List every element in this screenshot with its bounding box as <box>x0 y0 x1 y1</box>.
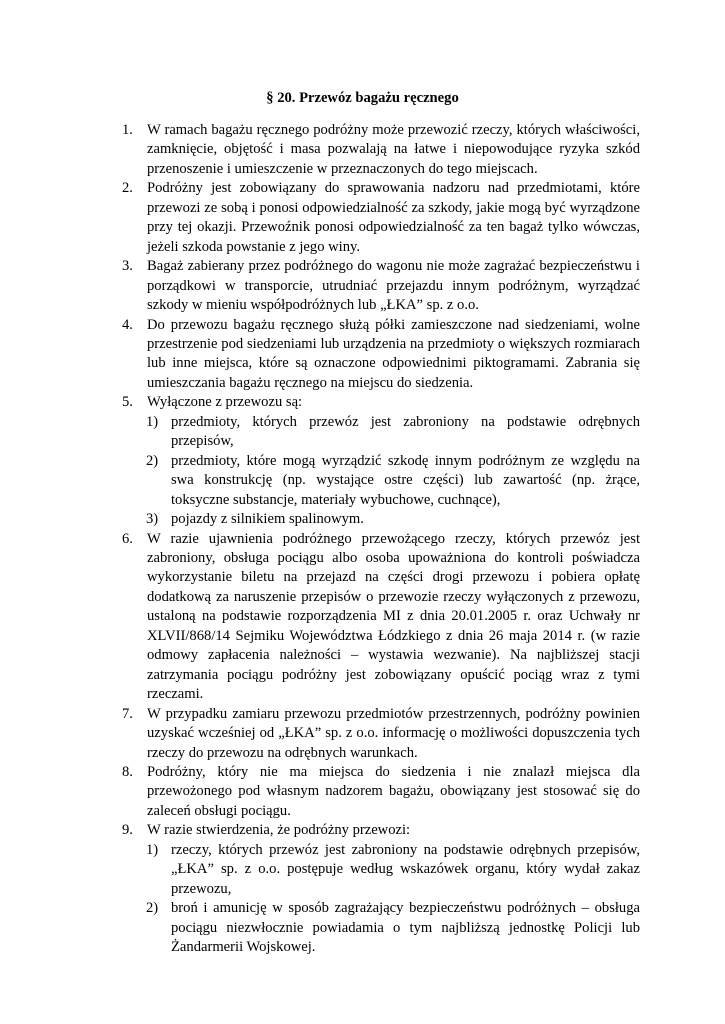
sub-list-item-text: pojazdy z silnikiem spalinowym. <box>171 511 364 528</box>
list-item-number: 6. <box>122 530 133 547</box>
list-item-text: W razie stwierdzenia, że podróżny przewozi: <box>147 822 411 839</box>
list-item-number: 4. <box>122 316 133 333</box>
list-item-text: W razie ujawnienia podróżnego przewożącego rzeczy, których przewóz jest zabroniony, obsługa pociągu albo osoba upoważniona do kontroli poświadcza wykorzystanie biletu na przejazd na części drogi przewozu i pobiera opłatę dodatkową za naruszenie przepisów o przewozie rzeczy wyłączonych z przewozu, ustaloną na podstawie rozporządzenia MI z dnia 20.01.2005 r. oraz Uchwały nr XLVII/868/14 Sejmiku Województwa Łódzkiego z dnia 26 maja 2014 r. (w razie odmowy zapłacenia należności – wystawia wezwanie). Na najbliższej stacji zatrzymania pociągu podróżny jest zobowiązany opuścić pociąg wraz z tymi rzeczami. <box>147 530 640 703</box>
sub-list-item <box>146 452 640 510</box>
list-item <box>122 393 640 529</box>
list-item-text: Podróżny, który nie ma miejsca do siedzenia i nie znalazł miejsca dla przewożonego pod własnym nadzorem bagażu, obowiązany jest stosować się do zaleceń obsługi pociągu. <box>147 763 640 819</box>
sub-list-item-text: rzeczy, których przewóz jest zabroniony na podstawie odrębnych przepisów, „ŁKA” sp. z o.o. postępuje według wskazówek organu, który wydał zakaz przewozu, <box>171 841 640 897</box>
list-item-text: Wyłączone z przewozu są: <box>147 394 303 411</box>
list-item-text: Bagaż zabierany przez podróżnego do wagonu nie może zagrażać bezpieczeństwu i porządkowi w transporcie, utrudniać przejazdu innym podróżnym, wyrządzać szkody w mieniu współpodróżnych lub „ŁKA” sp. z o.o. <box>147 258 640 314</box>
list-item-text: W przypadku zamiaru przewozu przedmiotów przestrzennych, podróżny powinien uzyskać wcześniej od „ŁKA” sp. z o.o. informację o możliwości dopuszczenia tych rzeczy do przewozu na odrębnych warunkach. <box>147 705 640 761</box>
list-item-number: 5. <box>122 394 133 411</box>
numbered-list <box>122 121 640 957</box>
sub-list-item <box>146 899 640 957</box>
sub-list-item-text: przedmioty, które mogą wyrządzić szkodę innym podróżnym ze względu na swa konstrukcję (np. wystające ostre części) lub zawartość (np. żrące, toksyczne substancje, materiały wybuchowe, cuchnące), <box>171 452 640 508</box>
list-item-number: 1. <box>122 122 133 138</box>
sub-list-item <box>146 510 640 529</box>
list-item <box>122 179 640 257</box>
list-item-text: Podróżny jest zobowiązany do sprawowania nadzoru nad przedmiotami, które przewozi ze sobą i ponosi odpowiedzialność za szkody, jakie mogą być wyrządzone przy tej okazji. Przewoźnik ponosi odpowiedzialność za ten bagaż tylko wówczas, jeżeli szkoda powstanie z jego winy. <box>147 180 640 255</box>
list-item-number: 7. <box>122 705 133 722</box>
list-item <box>122 530 640 705</box>
sub-list-item-number: 1) <box>146 413 159 430</box>
section-title: § 20. Przewóz bagażu ręcznego <box>266 90 459 106</box>
list-item <box>122 121 640 179</box>
sub-list-item <box>146 413 640 452</box>
sub-list-item-number: 1) <box>146 841 159 858</box>
list-item <box>122 821 640 957</box>
list-item-number: 9. <box>122 822 133 839</box>
list-item-number: 3. <box>122 258 133 275</box>
sub-list-item-number: 3) <box>146 511 159 528</box>
list-item-text: W ramach bagażu ręcznego podróżny może przewozić rzeczy, których właściwości, zamknięcie, objętość i masa pozwalają na łatwe i niepowodujące ryzyka szkód przenoszenie i umieszczenie w przeznaczonych do tego miejscach. <box>147 122 640 177</box>
list-item <box>122 316 640 394</box>
list-item <box>122 705 640 763</box>
sub-list-item-number: 2) <box>146 452 159 469</box>
list-item-text: Do przewozu bagażu ręcznego służą półki zamieszczone nad siedzeniami, wolne przestrzenie pod siedzeniami lub urządzenia na przedmioty o większych rozmiarach lub inne miejsca, które są oznaczone odpowiednimi piktogramami. Zabrania się umieszczania bagażu ręcznego na miejscu do siedzenia. <box>147 316 640 391</box>
list-item-number: 2. <box>122 180 133 197</box>
list-item <box>122 763 640 821</box>
list-item <box>122 257 640 315</box>
sub-list-item-text: przedmioty, których przewóz jest zabroniony na podstawie odrębnych przepisów, <box>171 413 640 450</box>
sub-list-item-number: 2) <box>146 900 159 917</box>
sub-list-item <box>146 841 640 899</box>
list-item-number: 8. <box>122 763 133 780</box>
sub-list-item-text: broń i amunicję w sposób zagrażający bezpieczeństwu podróżnych – obsługa pociągu niezwłocznie powiadamia o tym najbliższą jednostkę Policji lub Żandarmerii Wojskowej. <box>171 900 640 956</box>
